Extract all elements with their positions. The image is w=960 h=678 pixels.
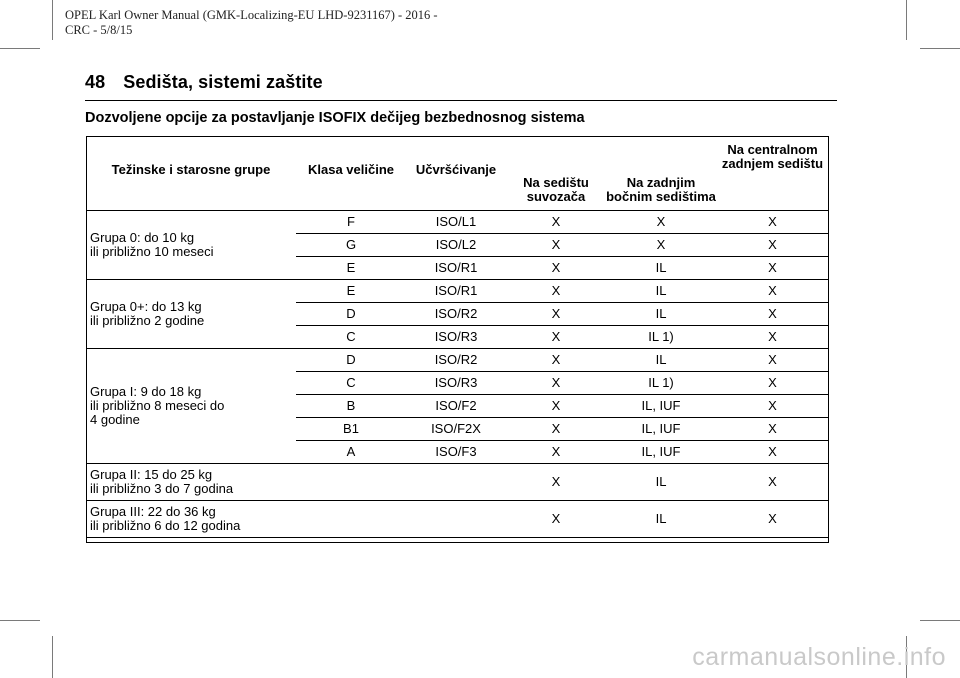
size-class-cell: B1	[296, 418, 406, 441]
rear-outboard-cell: IL	[606, 303, 716, 326]
size-class-cell: C	[296, 372, 406, 395]
column-header-passenger-seat: Na sedištu suvozača	[506, 137, 606, 211]
fixture-cell	[406, 464, 506, 501]
rear-outboard-cell: IL	[606, 257, 716, 280]
passenger-seat-cell: X	[506, 501, 606, 538]
size-class-cell: E	[296, 257, 406, 280]
rear-center-cell: X	[716, 441, 829, 464]
column-header-size-class: Klasa veličine	[296, 137, 406, 211]
rear-outboard-cell: X	[606, 234, 716, 257]
table-row	[86, 464, 829, 501]
rear-center-cell: X	[716, 372, 829, 395]
fixture-cell: ISO/R3	[406, 372, 506, 395]
isofix-options-table	[86, 136, 829, 538]
crop-mark	[0, 620, 40, 621]
rear-center-cell: X	[716, 211, 829, 234]
table-row	[86, 501, 829, 538]
fixture-cell: ISO/R2	[406, 349, 506, 372]
crop-mark	[920, 620, 960, 621]
rear-outboard-cell: IL, IUF	[606, 418, 716, 441]
rear-center-cell: X	[716, 349, 829, 372]
rear-center-cell: X	[716, 257, 829, 280]
rear-outboard-cell: IL 1)	[606, 372, 716, 395]
rear-center-cell: X	[716, 326, 829, 349]
weight-group-cell: Grupa III: 22 do 36 kg ili približno 6 do 12 godina	[86, 501, 296, 538]
size-class-cell: C	[296, 326, 406, 349]
weight-group-cell: Grupa 0: do 10 kg ili približno 10 meseci	[86, 211, 296, 280]
passenger-seat-cell: X	[506, 234, 606, 257]
fixture-cell: ISO/F3	[406, 441, 506, 464]
rear-outboard-cell: X	[606, 211, 716, 234]
column-header-rear-center-seat: Na centralnom zadnjem sedištu	[716, 137, 829, 211]
size-class-cell: D	[296, 349, 406, 372]
rear-outboard-cell: IL, IUF	[606, 395, 716, 418]
passenger-seat-cell: X	[506, 349, 606, 372]
rear-center-cell: X	[716, 501, 829, 538]
fixture-cell: ISO/L1	[406, 211, 506, 234]
column-header-weight-group: Težinske i starosne grupe	[86, 137, 296, 211]
passenger-seat-cell: X	[506, 257, 606, 280]
rear-outboard-cell: IL	[606, 464, 716, 501]
passenger-seat-cell: X	[506, 303, 606, 326]
rear-center-cell: X	[716, 464, 829, 501]
fixture-cell	[406, 501, 506, 538]
crop-mark	[906, 0, 907, 40]
rear-outboard-cell: IL 1)	[606, 326, 716, 349]
rear-center-cell: X	[716, 418, 829, 441]
size-class-cell: A	[296, 441, 406, 464]
table-header-row	[86, 137, 829, 211]
passenger-seat-cell: X	[506, 326, 606, 349]
fixture-cell: ISO/L2	[406, 234, 506, 257]
column-header-fixture: Učvršćivanje	[406, 137, 506, 211]
fixture-cell: ISO/R3	[406, 326, 506, 349]
size-class-cell	[296, 464, 406, 501]
document-meta	[65, 8, 438, 38]
size-class-cell	[296, 501, 406, 538]
size-class-cell: B	[296, 395, 406, 418]
table-body	[86, 211, 829, 538]
fixture-cell: ISO/R2	[406, 303, 506, 326]
passenger-seat-cell: X	[506, 418, 606, 441]
document-meta-line: OPEL Karl Owner Manual (GMK-Localizing-EU LHD-9231167) - 2016 -	[65, 8, 438, 22]
rear-outboard-cell: IL, IUF	[606, 441, 716, 464]
page-heading	[85, 72, 323, 93]
fixture-cell: ISO/R1	[406, 257, 506, 280]
weight-group-cell: Grupa 0+: do 13 kg ili približno 2 godine	[86, 280, 296, 349]
passenger-seat-cell: X	[506, 464, 606, 501]
size-class-cell: E	[296, 280, 406, 303]
rear-outboard-cell: IL	[606, 501, 716, 538]
rear-outboard-cell: IL	[606, 349, 716, 372]
size-class-cell: F	[296, 211, 406, 234]
size-class-cell: G	[296, 234, 406, 257]
column-header-rear-outboard-seats: Na zadnjim bočnim sedištima	[606, 137, 716, 211]
table-row	[86, 211, 829, 234]
fixture-cell: ISO/R1	[406, 280, 506, 303]
rear-center-cell: X	[716, 234, 829, 257]
document-meta-line: CRC - 5/8/15	[65, 23, 133, 37]
watermark: carmanualsonline.info	[692, 643, 946, 671]
rear-center-cell: X	[716, 280, 829, 303]
crop-mark	[0, 48, 40, 49]
page-number: 48	[85, 72, 106, 92]
weight-group-cell: Grupa I: 9 do 18 kg ili približno 8 meseci do 4 godine	[86, 349, 296, 464]
page-title: Sedišta, sistemi zaštite	[123, 72, 323, 92]
rear-outboard-cell: IL	[606, 280, 716, 303]
passenger-seat-cell: X	[506, 280, 606, 303]
section-title: Dozvoljene opcije za postavljanje ISOFIX dečijeg bezbednosnog sistema	[85, 110, 585, 126]
crop-mark	[920, 48, 960, 49]
crop-mark	[52, 636, 53, 678]
passenger-seat-cell: X	[506, 395, 606, 418]
rear-center-cell: X	[716, 303, 829, 326]
weight-group-cell: Grupa II: 15 do 25 kg ili približno 3 do 7 godina	[86, 464, 296, 501]
heading-rule	[85, 100, 837, 101]
rear-center-cell: X	[716, 395, 829, 418]
passenger-seat-cell: X	[506, 441, 606, 464]
passenger-seat-cell: X	[506, 211, 606, 234]
crop-mark	[52, 0, 53, 40]
table-row	[86, 280, 829, 303]
fixture-cell: ISO/F2	[406, 395, 506, 418]
table-row	[86, 349, 829, 372]
size-class-cell: D	[296, 303, 406, 326]
passenger-seat-cell: X	[506, 372, 606, 395]
fixture-cell: ISO/F2X	[406, 418, 506, 441]
